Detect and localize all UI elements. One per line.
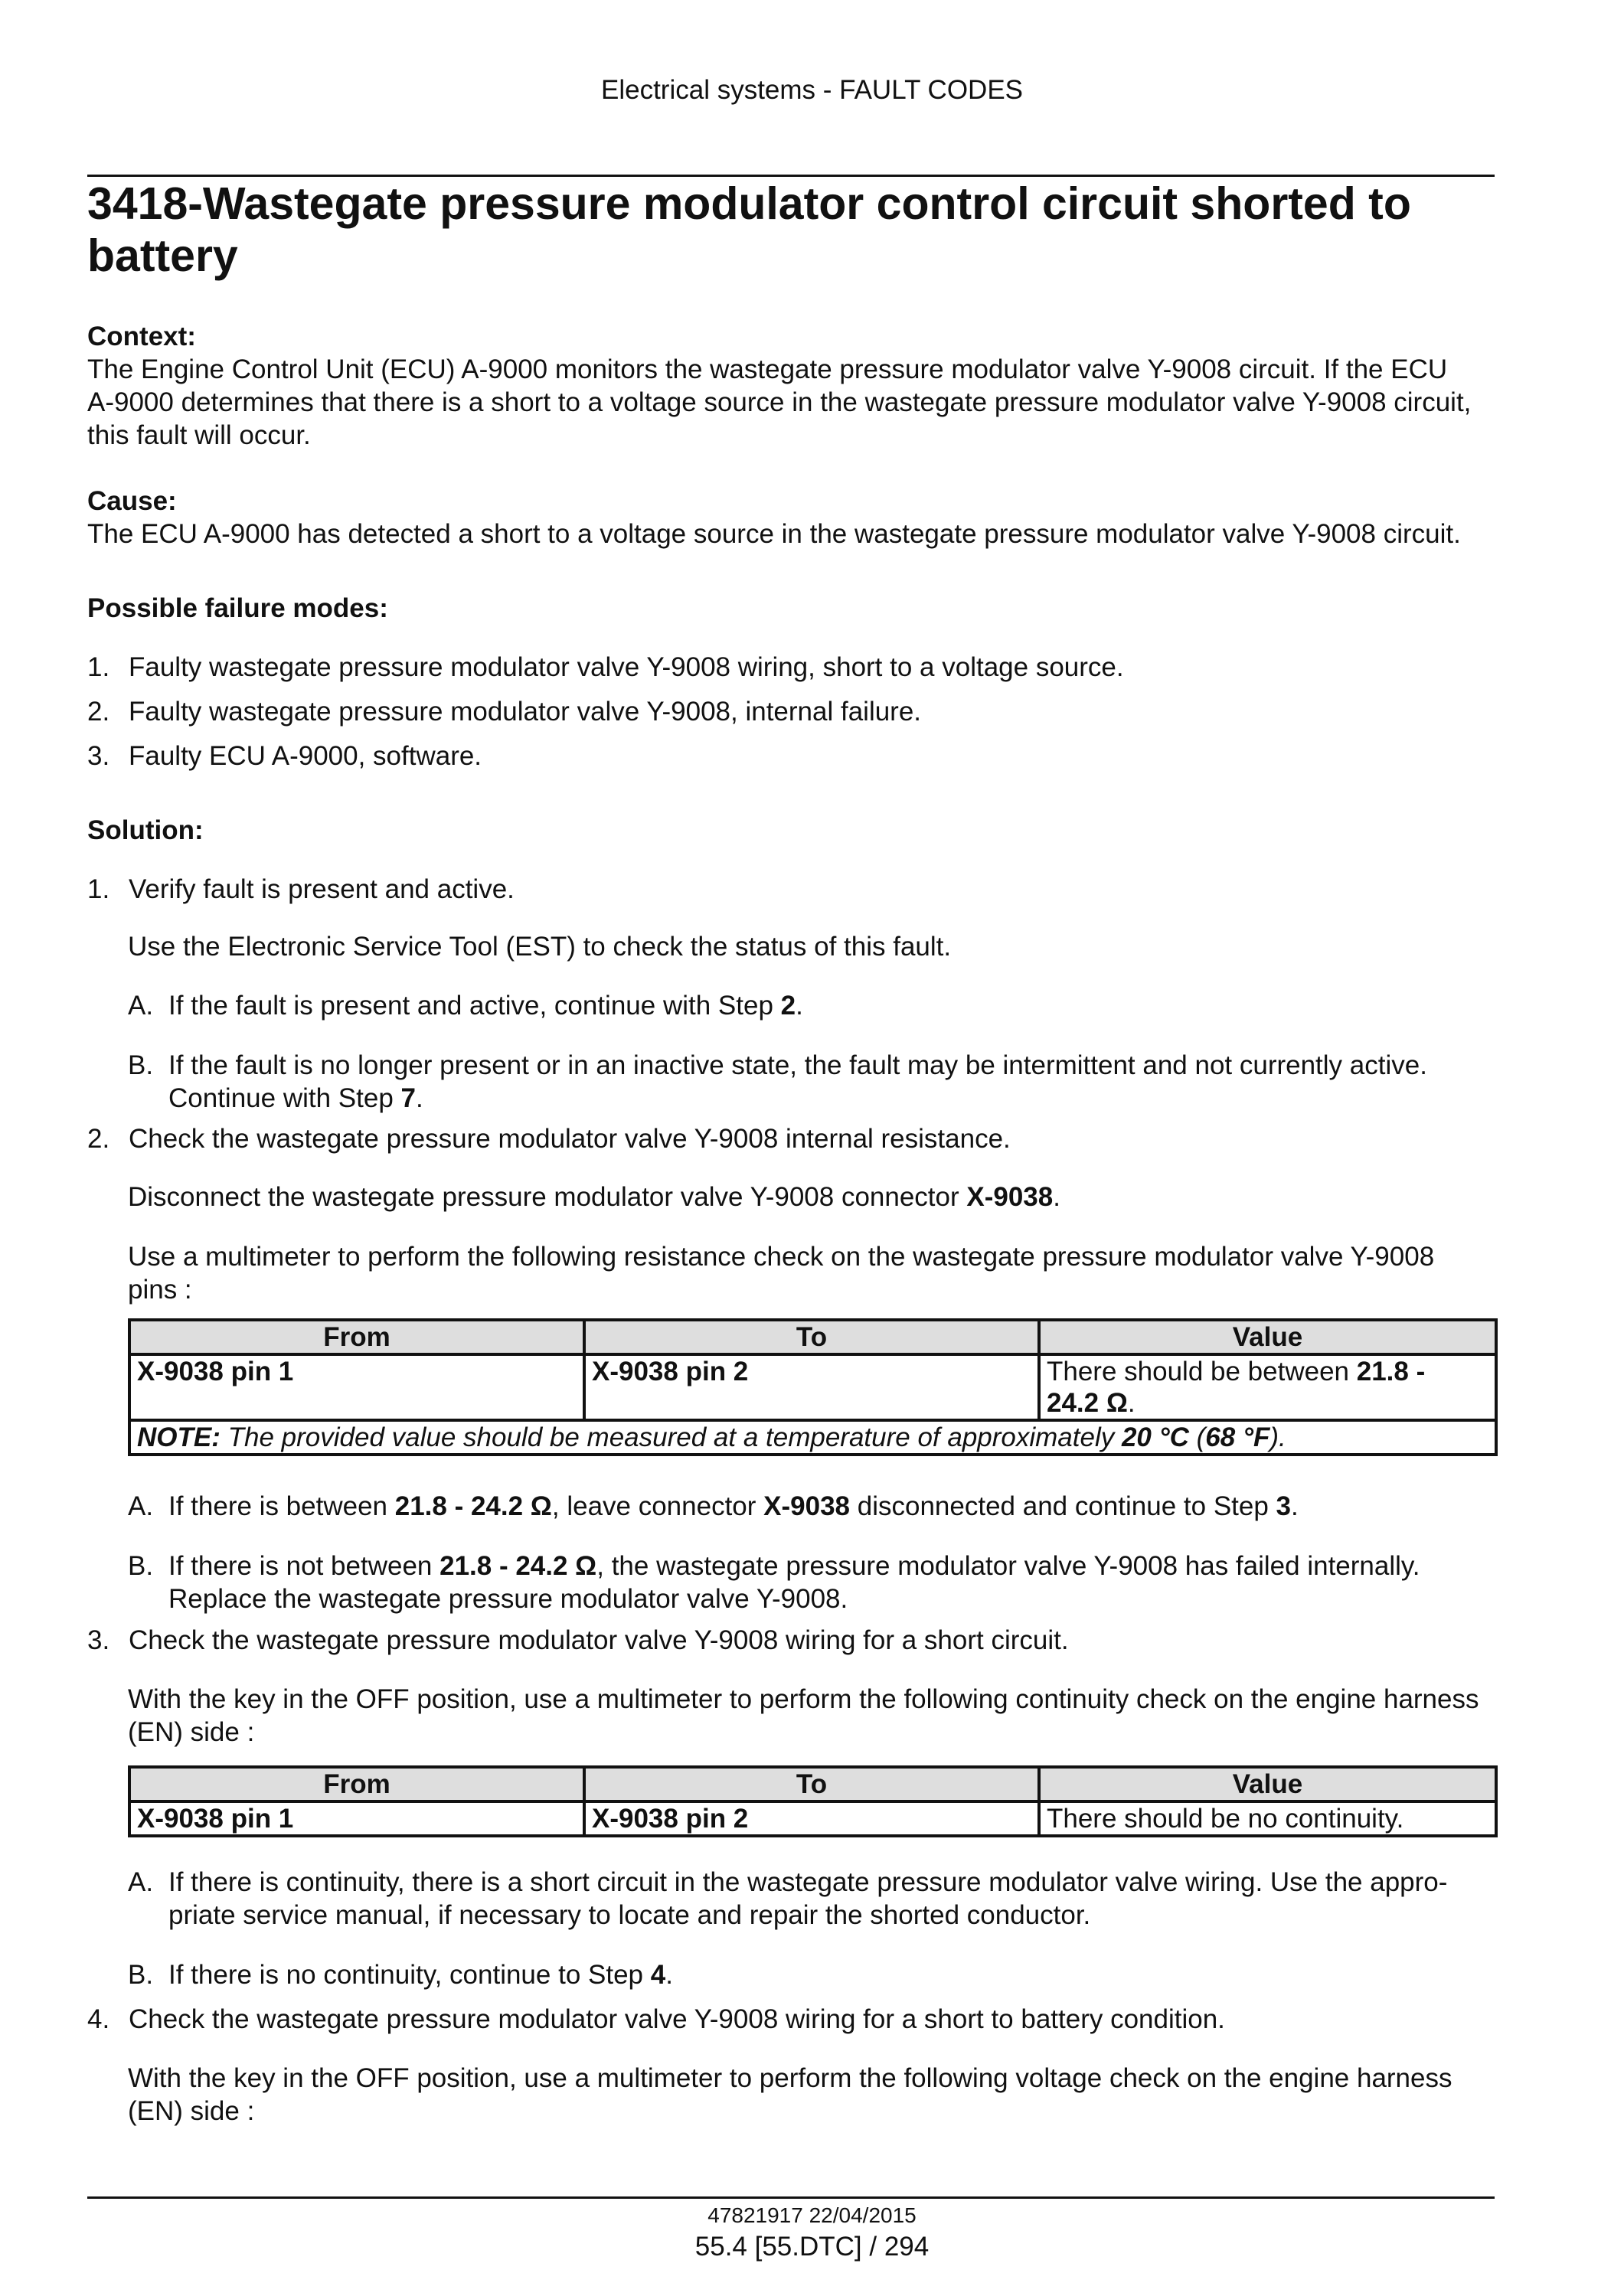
step-ref: 7 [400,1083,416,1113]
note-cell [129,1420,1496,1455]
option-text: If the fault is present and active, continue with Step [168,991,781,1021]
connector-id: X-9038 [763,1491,851,1521]
instruction-line-1: With the key in the OFF position, use a multimeter to perform the following voltage check on the engine harness [128,2063,1452,2093]
option-letter: B. [128,1551,154,1581]
footer-rule [87,2196,1495,2199]
step-2-instruction [128,1240,1495,1306]
step-4-instruction [128,2062,1495,2128]
note-temp-c: 20 °C [1121,1422,1189,1452]
header-rule [87,175,1495,177]
document-id: 47821917 22/04/2015 [707,2203,917,2227]
option-text: If there is no continuity, continue to Step [168,1960,651,1990]
table-header-row [129,1767,1496,1801]
item-number: 3. [87,741,110,771]
step-3-instruction [128,1683,1495,1749]
note-end: ). [1269,1422,1286,1452]
to-cell: X-9038 pin 2 [584,1801,1039,1836]
table-row [129,1354,1496,1420]
to-cell: X-9038 pin 2 [584,1354,1039,1420]
step-number: 1. [87,874,110,904]
option-text-3: disconnected and continue to Step [850,1491,1276,1521]
solution-label: Solution: [87,815,204,845]
step-1-instruction: Use the Electronic Service Tool (EST) to check the status of this fault. [128,932,952,962]
value-cell [1039,1354,1496,1420]
column-header-from: From [129,1320,584,1354]
punct: . [415,1083,423,1113]
context-label: Context: [87,322,196,351]
step-ref: 4 [650,1960,666,1990]
punct: . [665,1960,673,1990]
column-header-to: To [584,1767,1039,1801]
step-title: Check the wastegate pressure modulator valve Y-9008 wiring for a short circuit. [129,1625,1069,1655]
instruction-line-1: Use a multimeter to perform the following resistance check on the wastegate pressure modulator valve Y-9008 [128,1242,1435,1272]
context-section [87,320,1495,452]
option-text-line-2: priate service manual, if necessary to locate and repair the shorted conductor. [168,1900,1091,1930]
punct: . [1127,1388,1135,1418]
connector-id: X-9038 [966,1182,1054,1212]
option-text-2: , leave connector [551,1491,764,1521]
resistance-range: 21.8 - 24.2 Ω [439,1551,597,1581]
option-letter: A. [128,991,154,1021]
note-paren: ( [1188,1422,1206,1452]
item-number: 1. [87,652,110,682]
cause-section [87,485,1495,550]
punct: . [1053,1182,1060,1212]
step-title: Check the wastegate pressure modulator valve Y-9008 internal resistance. [129,1124,1011,1154]
cause-text: The ECU A-9000 has detected a short to a voltage source in the wastegate pressure modulator valve Y-9008 circuit. [87,519,1461,549]
option-text-line-2: Continue with Step [168,1083,401,1113]
column-header-value: Value [1039,1320,1496,1354]
option-text-line-1: If there is continuity, there is a short circuit in the wastegate pressure modulator valve wiring. Use the appro- [168,1867,1448,1897]
punct: . [1291,1491,1299,1521]
option-letter: A. [128,1491,154,1521]
note-temp-f: 68 °F [1205,1422,1270,1452]
value-text: There should be between [1047,1357,1357,1386]
instruction-line-1: With the key in the OFF position, use a multimeter to perform the following continuity check on the engine harness [128,1684,1479,1714]
table-row [129,1801,1496,1836]
page-number: 55.4 [55.DTC] / 294 [694,2232,930,2262]
value-range-end: 24.2 Ω [1047,1388,1128,1418]
column-header-to: To [584,1320,1039,1354]
cause-label: Cause: [87,486,177,516]
context-line-2: A-9000 determines that there is a short to a voltage source in the wastegate pressure modulator valve Y-9008 circuit, [87,387,1472,417]
context-line-1: The Engine Control Unit (ECU) A-9000 monitors the wastegate pressure modulator valve Y-9008 circuit. If the ECU [87,354,1448,384]
instruction-line-2: (EN) side : [128,2096,255,2126]
item-number: 2. [87,697,110,727]
step-ref: 2 [780,991,796,1021]
from-cell: X-9038 pin 1 [129,1801,584,1836]
step-number: 3. [87,1625,110,1655]
step-2-disconnect [128,1181,1495,1213]
table-note-row [129,1420,1496,1455]
fault-title: 3418-Wastegate pressure modulator control circuit shorted to battery [87,178,1411,281]
step-ref: 3 [1276,1491,1292,1521]
failure-modes-label: Possible failure modes: [87,593,388,623]
continuity-check-table [128,1765,1498,1837]
note-label: NOTE: [137,1422,221,1452]
step-title: Check the wastegate pressure modulator valve Y-9008 wiring for a short to battery condition. [129,2004,1225,2034]
option-text-line-1: If the fault is no longer present or in an inactive state, the fault may be intermittent and not currently active. [168,1050,1427,1080]
table-header-row [129,1320,1496,1354]
from-cell: X-9038 pin 1 [129,1354,584,1420]
option-text: If there is between [168,1491,395,1521]
resistance-range: 21.8 - 24.2 Ω [394,1491,552,1521]
step-number: 2. [87,1124,110,1154]
option-letter: B. [128,1050,154,1080]
value-range-start: 21.8 - [1356,1357,1426,1386]
disconnect-text: Disconnect the wastegate pressure modulator valve Y-9008 connector [128,1182,967,1212]
step-number: 4. [87,2004,110,2034]
option-text-2: , the wastegate pressure modulator valve Y-9008 has failed internally. [596,1551,1420,1581]
option-letter: A. [128,1867,154,1897]
item-text: Faulty wastegate pressure modulator valve Y-9008, internal failure. [129,697,922,727]
step-title: Verify fault is present and active. [129,874,515,904]
item-text: Faulty wastegate pressure modulator valve Y-9008 wiring, short to a voltage source. [129,652,1124,682]
column-header-from: From [129,1767,584,1801]
resistance-check-table [128,1318,1498,1456]
option-letter: B. [128,1960,154,1990]
context-line-3: this fault will occur. [87,420,311,450]
value-cell: There should be no continuity. [1039,1801,1496,1836]
punct: . [796,991,803,1021]
instruction-line-2: (EN) side : [128,1717,255,1747]
option-text-line-2: Replace the wastegate pressure modulator valve Y-9008. [168,1584,848,1614]
instruction-line-2: pins : [128,1275,192,1305]
running-header: Electrical systems - FAULT CODES [600,75,1024,105]
note-text: The provided value should be measured at a temperature of approximately [220,1422,1122,1452]
column-header-value: Value [1039,1767,1496,1801]
item-text: Faulty ECU A-9000, software. [129,741,482,771]
option-text: If there is not between [168,1551,440,1581]
